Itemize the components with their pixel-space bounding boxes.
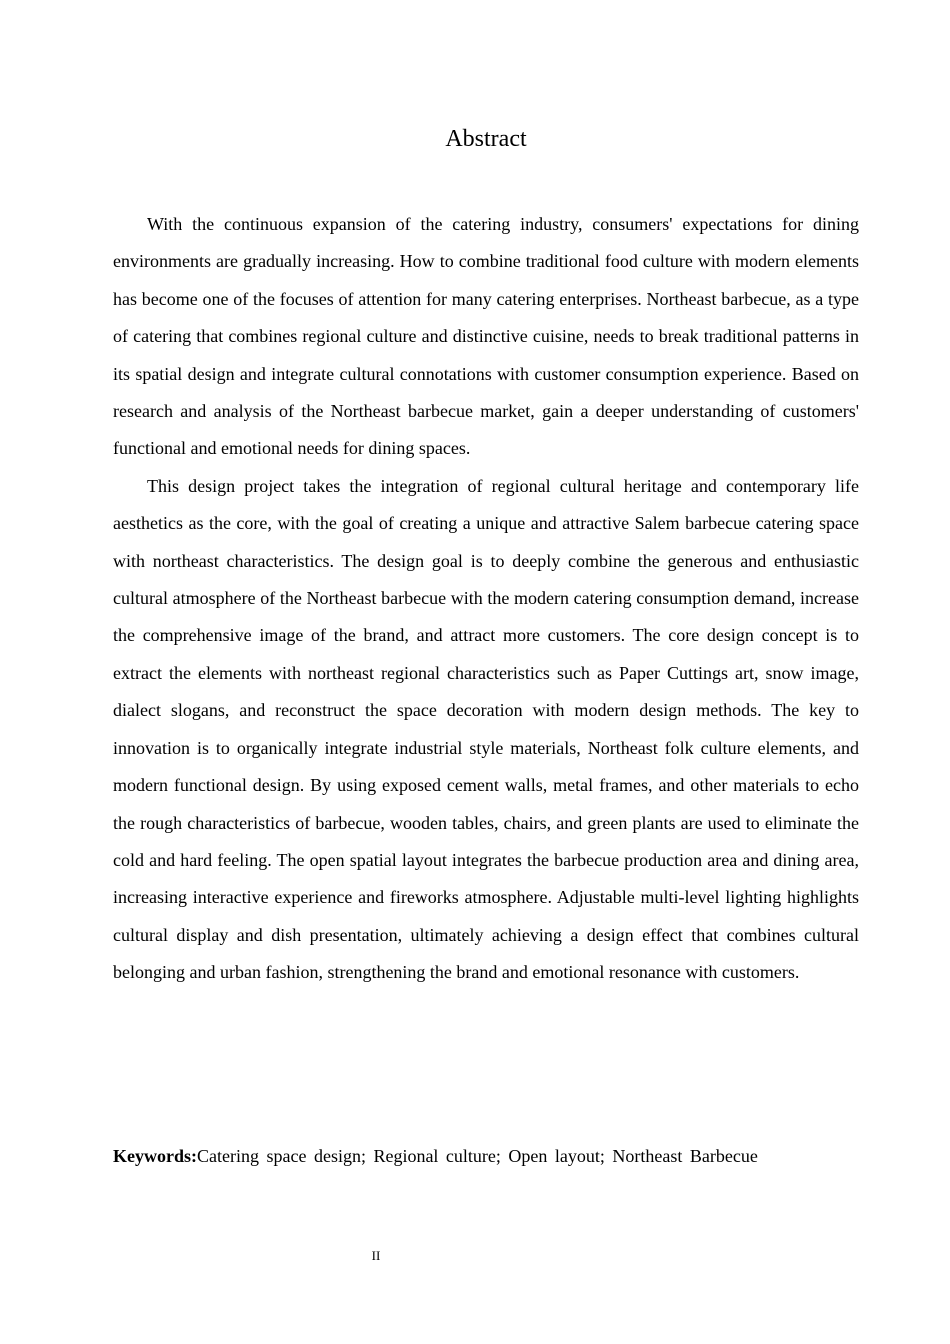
keywords-label: Keywords: xyxy=(113,1146,197,1166)
keywords-line xyxy=(113,1138,859,1175)
keywords-text: Catering space design; Regional culture; Open layout; Northeast Barbecue xyxy=(197,1146,758,1166)
abstract-paragraph-1: With the continuous expansion of the catering industry, consumers' expectations for dining environments are gradually increasing. How to combine traditional food culture with modern elements has become one of the focuses of attention for many catering enterprises. Northeast barbecue, as a type of catering that combines regional culture and distinctive cuisine, needs to break traditional patterns in its spatial design and integrate cultural connotations with customer consumption experience. Based on research and analysis of the Northeast barbecue market, gain a deeper understanding of customers' functional and emotional needs for dining spaces. xyxy=(113,214,859,459)
page-number: II xyxy=(371,1248,381,1263)
abstract-body xyxy=(113,206,859,992)
abstract-paragraph-2: This design project takes the integration of regional cultural heritage and contemporary life aesthetics as the core, with the goal of creating a unique and attractive Salem barbecue catering space with northeast characteristics. The design goal is to deeply combine the generous and enthusiastic cultural atmosphere of the Northeast barbecue with the modern catering consumption demand, increase the comprehensive image of the brand, and attract more customers. The core design concept is to extract the elements with northeast regional characteristics such as Paper Cuttings art, snow image, dialect slogans, and reconstruct the space decoration with modern design methods. The key to innovation is to organically integrate industrial style materials, Northeast folk culture elements, and modern functional design. By using exposed cement walls, metal frames, and other materials to echo the rough characteristics of barbecue, wooden tables, chairs, and green plants are used to eliminate the cold and hard feeling. The open spatial layout integrates the barbecue production area and dining area, increasing interactive experience and fireworks atmosphere. Adjustable multi-level lighting highlights cultural display and dish presentation, ultimately achieving a design effect that combines cultural belonging and urban fashion, strengthening the brand and emotional resonance with customers. xyxy=(113,475,859,983)
abstract-title: Abstract xyxy=(445,126,527,152)
